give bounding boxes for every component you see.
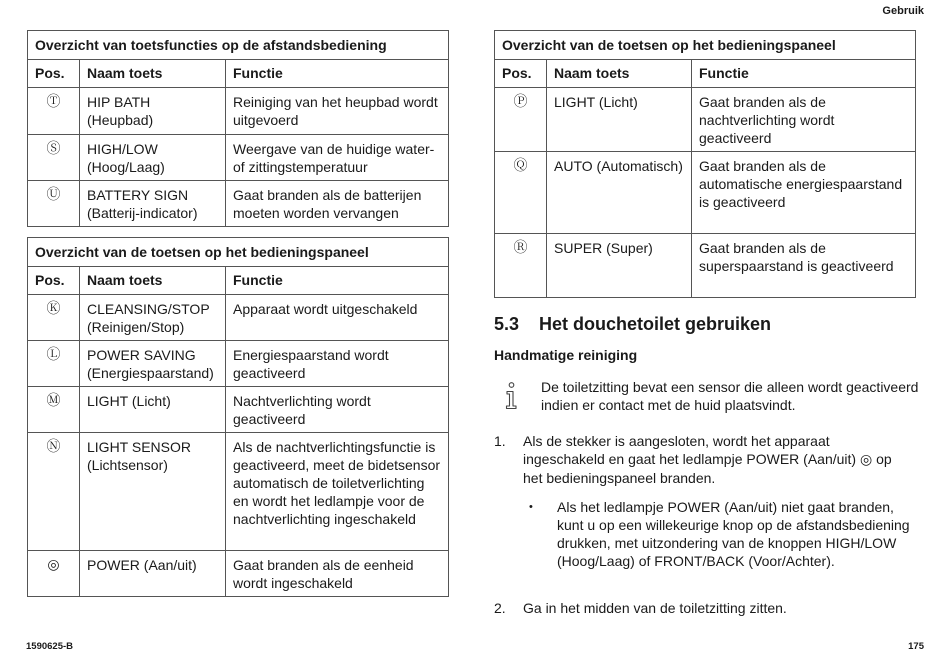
key-function: Gaat branden als de eenheid wordt ingeschakeld: [226, 551, 449, 597]
key-function: Als de nachtverlichtingsfunctie is geactiveerd, meet de bidetsensor automatisch de toiletverlichting en wordt het ledlampje voor de nachtverlichting ingeschakeld: [226, 433, 449, 551]
position-symbol: Ⓚ: [28, 295, 80, 341]
table-row: [28, 551, 449, 597]
column-header-pos: Pos.: [495, 60, 547, 88]
key-name: POWER SAVING (Energiespaarstand): [80, 341, 226, 387]
table-row: [28, 295, 449, 341]
column-header-function: Functie: [226, 267, 449, 295]
page-number: 175: [908, 641, 924, 652]
bullet-marker: •: [529, 501, 533, 513]
key-function: Gaat branden als de superspaarstand is geactiveerd: [692, 234, 916, 298]
key-name: LIGHT SENSOR (Lichtsensor): [80, 433, 226, 551]
section-number: 5.3: [494, 314, 520, 334]
position-symbol: Ⓤ: [28, 181, 80, 227]
position-symbol: Ⓢ: [28, 135, 80, 181]
position-symbol: Ⓡ: [495, 234, 547, 298]
power-symbol: ◎: [859, 452, 873, 468]
key-name: BATTERY SIGN (Batterij-indicator): [80, 181, 226, 227]
key-name: HIGH/LOW (Hoog/Laag): [80, 135, 226, 181]
table-title: Overzicht van toetsfuncties op de afstandsbediening: [28, 31, 449, 60]
table-row: [495, 234, 916, 298]
position-symbol: Ⓛ: [28, 341, 80, 387]
info-icon: [503, 382, 519, 410]
table-row: [28, 181, 449, 227]
panel-keys-table: [27, 237, 449, 597]
position-symbol: Ⓠ: [495, 152, 547, 234]
column-header-name: Naam toets: [547, 60, 692, 88]
document-number: 1590625-B: [26, 641, 74, 652]
panel-indicators-table: [494, 30, 916, 298]
table-row: [28, 341, 449, 387]
section-tag: Gebruik: [882, 5, 924, 17]
column-header-pos: Pos.: [28, 60, 80, 88]
key-name: AUTO (Automatisch): [547, 152, 692, 234]
column-header-name: Naam toets: [80, 60, 226, 88]
key-function: Gaat branden als de nachtverlichting wordt geactiveerd: [692, 88, 916, 152]
table-title: Overzicht van de toetsen op het bedieningspaneel: [495, 31, 916, 60]
column-header-function: Functie: [226, 60, 449, 88]
remote-keys-table: [27, 30, 449, 227]
step-text: Ga in het midden van de toiletzitting zitten.: [523, 600, 787, 616]
key-function: Gaat branden als de automatische energiespaarstand is geactiveerd: [692, 152, 916, 234]
step-number: 2.: [494, 600, 506, 616]
column-header-name: Naam toets: [80, 267, 226, 295]
section-title: Het douchetoilet gebruiken: [539, 314, 772, 334]
position-symbol: Ⓜ: [28, 387, 80, 433]
position-symbol: Ⓟ: [495, 88, 547, 152]
key-function: Apparaat wordt uitgeschakeld: [226, 295, 449, 341]
bullet-text: Als het ledlampje POWER (Aan/uit) niet gaat branden, kunt u op een willekeurige knop op de afstandsbediening drukken, met uitzondering van de knoppen HIGH/LOW (Hoog/Laag) of FRONT/BACK (Voor/Achter).: [557, 499, 910, 569]
table-row: [495, 152, 916, 234]
table-row: [28, 387, 449, 433]
key-name: POWER (Aan/uit): [80, 551, 226, 597]
column-header-pos: Pos.: [28, 267, 80, 295]
table-row: [495, 88, 916, 152]
key-function: Energiespaarstand wordt geactiveerd: [226, 341, 449, 387]
position-symbol: Ⓝ: [28, 433, 80, 551]
position-symbol: Ⓣ: [28, 88, 80, 135]
key-name: SUPER (Super): [547, 234, 692, 298]
key-function: Nachtverlichting wordt geactiveerd: [226, 387, 449, 433]
key-name: LIGHT (Licht): [80, 387, 226, 433]
key-name: HIP BATH (Heupbad): [80, 88, 226, 135]
column-header-function: Functie: [692, 60, 916, 88]
key-function: Reiniging van het heupbad wordt uitgevoerd: [226, 88, 449, 135]
key-name: LIGHT (Licht): [547, 88, 692, 152]
info-note: De toiletzitting bevat een sensor die alleen wordt geactiveerd indien er contact met de huid plaatsvindt.: [541, 379, 919, 413]
key-function: Weergave van de huidige water- of zittingstemperatuur: [226, 135, 449, 181]
position-symbol: ◎: [28, 551, 80, 597]
subheading: Handmatige reiniging: [494, 347, 638, 363]
table-row: [28, 135, 449, 181]
key-name: CLEANSING/STOP (Reinigen/Stop): [80, 295, 226, 341]
table-row: [28, 88, 449, 135]
step-text: Als de stekker is aangesloten, wordt het apparaat ingeschakeld en gaat het ledlampje POWER (Aan/uit) ◎ op het bedieningspaneel branden.: [523, 433, 892, 486]
table-row: [28, 433, 449, 551]
table-title: Overzicht van de toetsen op het bedieningspaneel: [28, 238, 449, 267]
section-heading: [494, 314, 771, 335]
step-number: 1.: [494, 433, 506, 449]
key-function: Gaat branden als de batterijen moeten worden vervangen: [226, 181, 449, 227]
